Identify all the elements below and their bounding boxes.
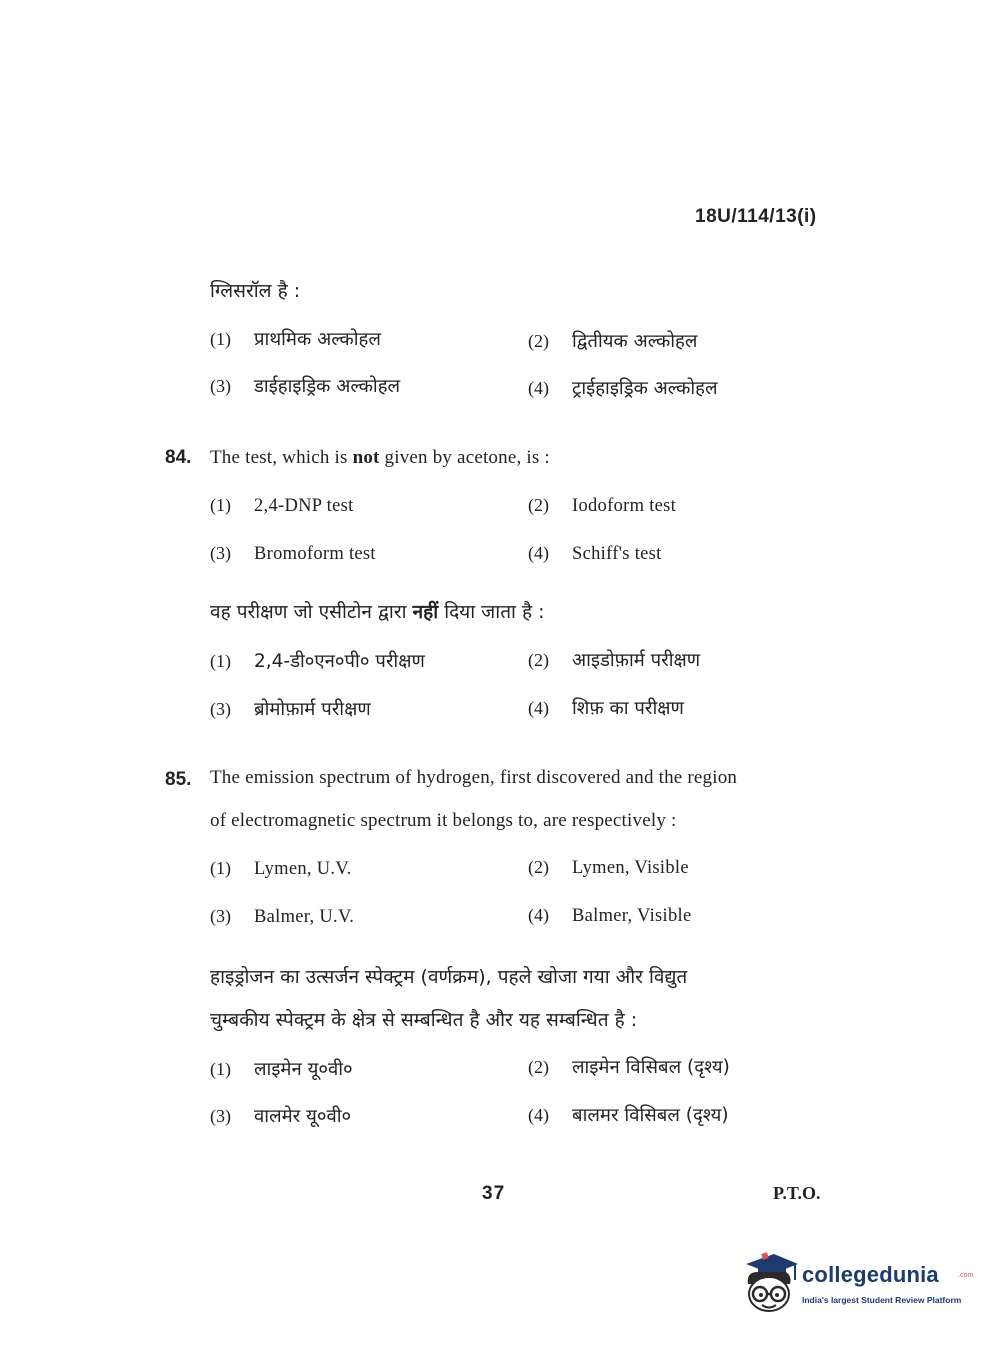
q85-option-1-en — [210, 858, 352, 880]
option-number: (2) — [528, 857, 549, 877]
option-number: (4) — [528, 698, 549, 718]
option-text: ब्रोमोफ़ार्म परीक्षण — [254, 699, 371, 720]
q84-option-2-en — [528, 495, 676, 517]
q83-option-3-hi — [210, 373, 400, 398]
option-text: Lymen, U.V. — [254, 859, 352, 879]
q85-option-2-en — [528, 857, 689, 879]
q85-option-3-en — [210, 906, 354, 928]
option-text: आइडोफ़ार्म परीक्षण — [572, 650, 701, 671]
q85-stem-line-2: of electromagnetic spectrum it belongs to, are respectively : — [210, 810, 677, 831]
option-text: Balmer, Visible — [572, 906, 692, 926]
q85-option-4-hi — [528, 1102, 729, 1127]
option-text: द्वितीयक अल्कोहल — [572, 331, 698, 352]
q85-hindi-stem-line-1: हाइड्रोजन का उत्सर्जन स्पेक्ट्रम (वर्णक्रम), पहले खोजा गया और विद्युत — [210, 966, 688, 988]
q84-stem — [210, 447, 550, 469]
logo-brand-text: collegedunia — [802, 1262, 939, 1287]
q84-number: 84. — [165, 447, 192, 468]
option-number: (3) — [210, 906, 231, 926]
q85-option-2-hi — [528, 1054, 730, 1079]
option-text: लाइमेन विसिबल (दृश्य) — [572, 1057, 730, 1078]
option-number: (2) — [528, 331, 549, 351]
q85-stem-line-1: The emission spectrum of hydrogen, first discovered and the region — [210, 767, 738, 788]
q84-stem-before: The test, which is — [210, 447, 348, 468]
q85-option-1-hi — [210, 1056, 353, 1081]
option-number: (3) — [210, 699, 231, 719]
q83-option-2-hi — [528, 328, 697, 353]
option-number: (3) — [210, 1106, 231, 1126]
option-number: (4) — [528, 905, 549, 925]
option-number: (2) — [528, 1057, 549, 1077]
option-text: लाइमेन यू०वी० — [254, 1059, 353, 1080]
option-number: (4) — [528, 378, 549, 398]
q84-hindi-stem-before: वह परीक्षण जो एसीटोन द्वारा — [210, 601, 407, 623]
option-text: ट्राईहाइड्रिक अल्कोहल — [572, 378, 718, 399]
option-number: (1) — [210, 329, 231, 349]
q85-option-4-en — [528, 905, 691, 927]
q84-option-4-hi — [528, 695, 684, 720]
option-text: Schiff's test — [572, 544, 662, 564]
mascot-icon — [740, 1250, 800, 1316]
option-text: 2,4-DNP test — [254, 496, 354, 516]
option-number: (3) — [210, 376, 231, 396]
option-text: Balmer, U.V. — [254, 907, 355, 927]
option-text: शिफ़ का परीक्षण — [572, 698, 684, 719]
q84-option-2-hi — [528, 647, 700, 672]
q85-number: 85. — [165, 769, 192, 790]
q84-stem-bold: not — [352, 447, 380, 468]
option-text: डाईहाइड्रिक अल्कोहल — [254, 376, 401, 397]
q85-hindi-stem-line-2: चुम्बकीय स्पेक्ट्रम के क्षेत्र से सम्बन्धित है और यह सम्बन्धित है : — [210, 1009, 638, 1031]
option-number: (4) — [528, 1105, 549, 1125]
option-number: (1) — [210, 1059, 231, 1079]
q84-hindi-stem-bold: नहीं — [412, 601, 439, 623]
option-number: (1) — [210, 495, 231, 515]
page-number: 37 — [482, 1183, 506, 1204]
option-text: Iodoform test — [572, 496, 677, 516]
q83-option-1-hi — [210, 326, 381, 351]
q84-hindi-stem-after: दिया जाता है : — [444, 601, 545, 623]
option-number: (1) — [210, 651, 231, 671]
collegedunia-logo — [740, 1250, 974, 1320]
option-number: (1) — [210, 858, 231, 878]
option-text: प्राथमिक अल्कोहल — [254, 329, 381, 350]
option-text: Lymen, Visible — [572, 858, 689, 878]
q84-stem-after: given by acetone, is : — [384, 447, 550, 468]
q84-hindi-stem — [210, 598, 545, 624]
q84-option-1-hi — [210, 648, 425, 673]
option-text: Bromoform test — [254, 544, 376, 564]
option-number: (2) — [528, 495, 549, 515]
pto-label: P.T.O. — [773, 1183, 821, 1203]
q85-option-3-hi — [210, 1103, 351, 1128]
q84-option-4-en — [528, 543, 662, 565]
logo-tagline: India's largest Student Review Platform — [802, 1295, 962, 1305]
q84-option-1-en — [210, 495, 354, 517]
option-number: (4) — [528, 543, 549, 563]
option-number: (2) — [528, 650, 549, 670]
q84-option-3-hi — [210, 696, 371, 721]
option-text: बालमर विसिबल (दृश्य) — [572, 1105, 729, 1126]
q83-option-4-hi — [528, 375, 718, 400]
paper-code: 18U/114/13(i) — [695, 206, 817, 227]
option-text: वालमेर यू०वी० — [254, 1106, 352, 1127]
logo-suffix: .com — [958, 1272, 974, 1279]
q83-hindi-stem: ग्लिसरॉल है : — [210, 280, 301, 302]
option-number: (3) — [210, 543, 231, 563]
option-text: 2,4-डी०एन०पी० परीक्षण — [254, 651, 425, 672]
q84-option-3-en — [210, 543, 376, 565]
